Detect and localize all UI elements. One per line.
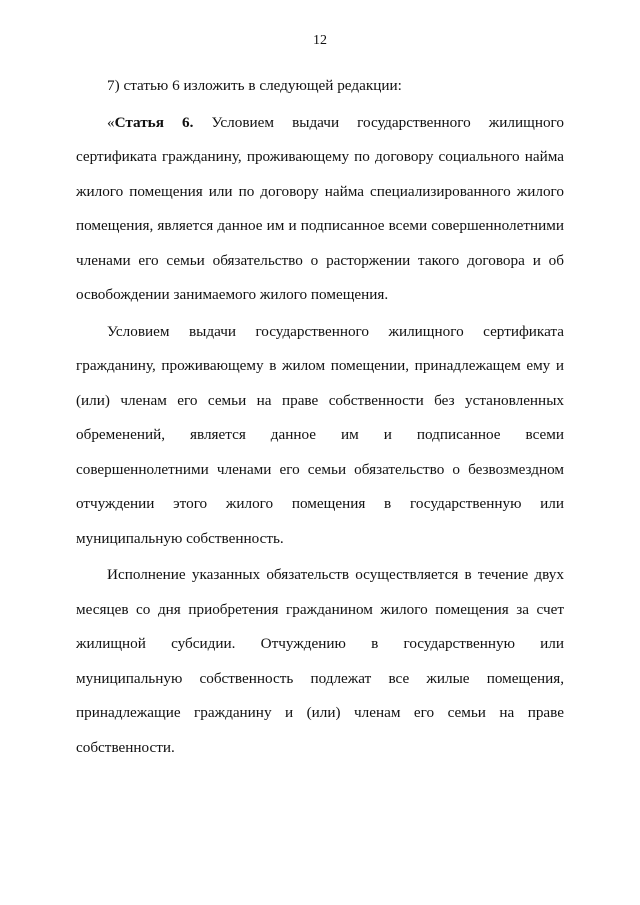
article-heading: Статья 6. xyxy=(114,113,194,131)
article-6-paragraph-2: Условием выдачи государственного жилищного сертификата гражданину, проживающему в жилом помещении, принадлежащем ему и (или) членам его семьи на праве собственности без установленных обременений, является данное им и подписанное всеми совершеннолетними членами его семьи обязательство о безвозмездном отчуждении этого жилого помещения в государственную или муниципальную собственность. xyxy=(76,322,564,547)
paragraph-1-text: Условием выдачи государственного жилищного сертификата гражданину, проживающему по договору социального найма жилого помещения или по договору найма специализированного жилого помещения, является данное им и подписанное всеми совершеннолетними членами его семьи обязательство о расторжении такого договора и об освобождении занимаемого жилого помещения. xyxy=(76,113,564,303)
page-number: 12 xyxy=(313,33,327,48)
document-body xyxy=(76,69,564,765)
amendment-intro: 7) статью 6 изложить в следующей редакции: xyxy=(107,77,402,94)
opening-quote: « xyxy=(107,113,115,131)
article-6-paragraph-3: Исполнение указанных обязательств осуществляется в течение двух месяцев со дня приобретения гражданином жилого помещения за счет жилищной субсидии. Отчуждению в государственную или муниципальную собственность подлежат все жилые помещения, принадлежащие гражданину и (или) членам его семьи на праве собственности. xyxy=(76,566,564,756)
article-6-paragraph-1 xyxy=(76,106,564,313)
